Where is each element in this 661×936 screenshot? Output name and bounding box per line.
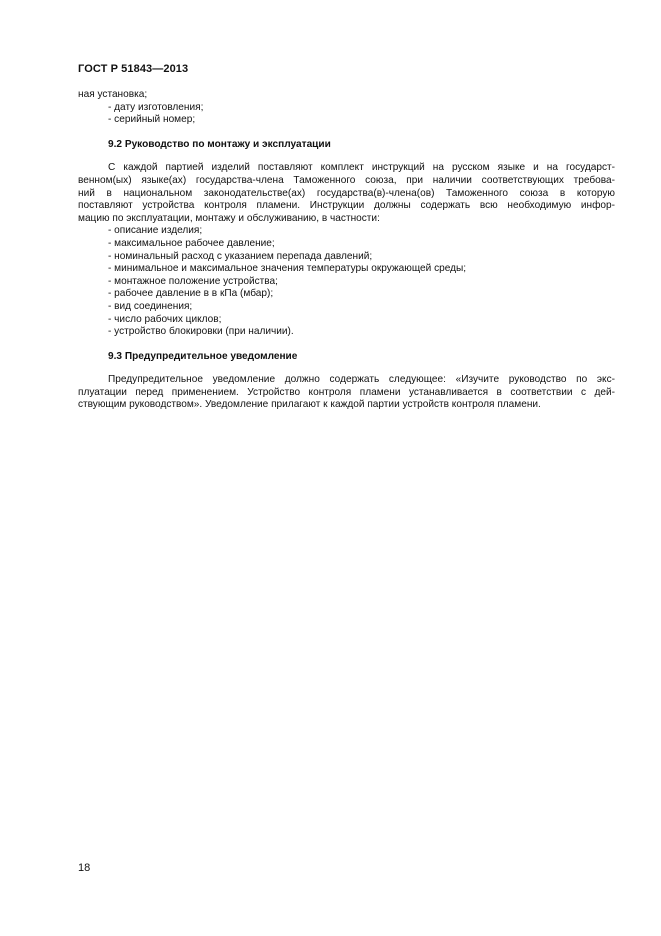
list-item: - устройство блокировки (при наличии). <box>108 326 294 338</box>
spacer <box>78 127 615 139</box>
paragraph-9-3 <box>78 374 615 412</box>
paragraph-line: ствующим руководством». Уведомление прилагают к каждой партии устройств контроля пламени. <box>78 399 541 411</box>
section-heading-9-2: 9.2 Руководство по монтажу и эксплуатации <box>108 138 331 150</box>
paragraph-line <box>78 387 615 400</box>
paragraph-line-text: С каждой партией изделий поставляют комплект инструкций на русском языке и на государст- <box>108 162 615 174</box>
spacer <box>78 151 615 162</box>
list-item: - монтажное положение устройства; <box>108 275 278 287</box>
paragraph-line-text: ний в национальном законодательстве(ах) государства(в)-члена(ов) Таможенного союза в которую <box>78 187 615 199</box>
list-item: - рабочее давление в в кПа (мбар); <box>108 288 274 300</box>
paragraph-line-text: Предупредительное уведомление должно содержать следующее: «Изучите руководство по экс- <box>108 374 615 386</box>
list-item: - минимальное и максимальное значения температуры окружающей среды; <box>108 263 467 275</box>
list-item: - вид соединения; <box>108 300 193 312</box>
paragraph-line <box>78 162 615 175</box>
spacer <box>78 363 615 374</box>
paragraph-line-text: плуатации перед применением. Устройство контроля пламени устанавливается в соответствии с дей- <box>78 386 615 398</box>
continuation-line: ная установка; <box>78 89 148 100</box>
document-header: ГОСТ Р 51843—2013 <box>78 63 189 75</box>
spacer <box>78 339 615 351</box>
list-item: - серийный номер; <box>108 114 196 126</box>
list-item: - дату изготовления; <box>108 101 204 113</box>
paragraph-line: мацию по эксплуатации, монтажу и обслуживанию, в частности: <box>78 212 380 224</box>
list-item: - описание изделия; <box>108 225 203 237</box>
section-heading-9-3: 9.3 Предупредительное уведомление <box>108 350 298 362</box>
list-9-2 <box>78 225 615 338</box>
paragraph-line-text: поставляют устройства контроля пламени. Инструкции должны содержать всю необходимую инфор- <box>78 200 615 212</box>
document-body <box>78 89 615 412</box>
list-item: - номинальный расход с указанием перепада давлений; <box>108 250 373 262</box>
paragraph-9-2 <box>78 162 615 225</box>
paragraph-line-text: венном(ых) языке(ах) государства-члена Таможенного союза, при наличии соответствующих требова- <box>78 174 615 186</box>
paragraph-line <box>78 374 615 387</box>
list-item: - максимальное рабочее давление; <box>108 237 275 249</box>
paragraph-line <box>78 200 615 213</box>
page-number: 18 <box>78 862 91 874</box>
paragraph-line <box>78 188 615 201</box>
list-item: - число рабочих циклов; <box>108 313 222 325</box>
paragraph-line <box>78 175 615 188</box>
